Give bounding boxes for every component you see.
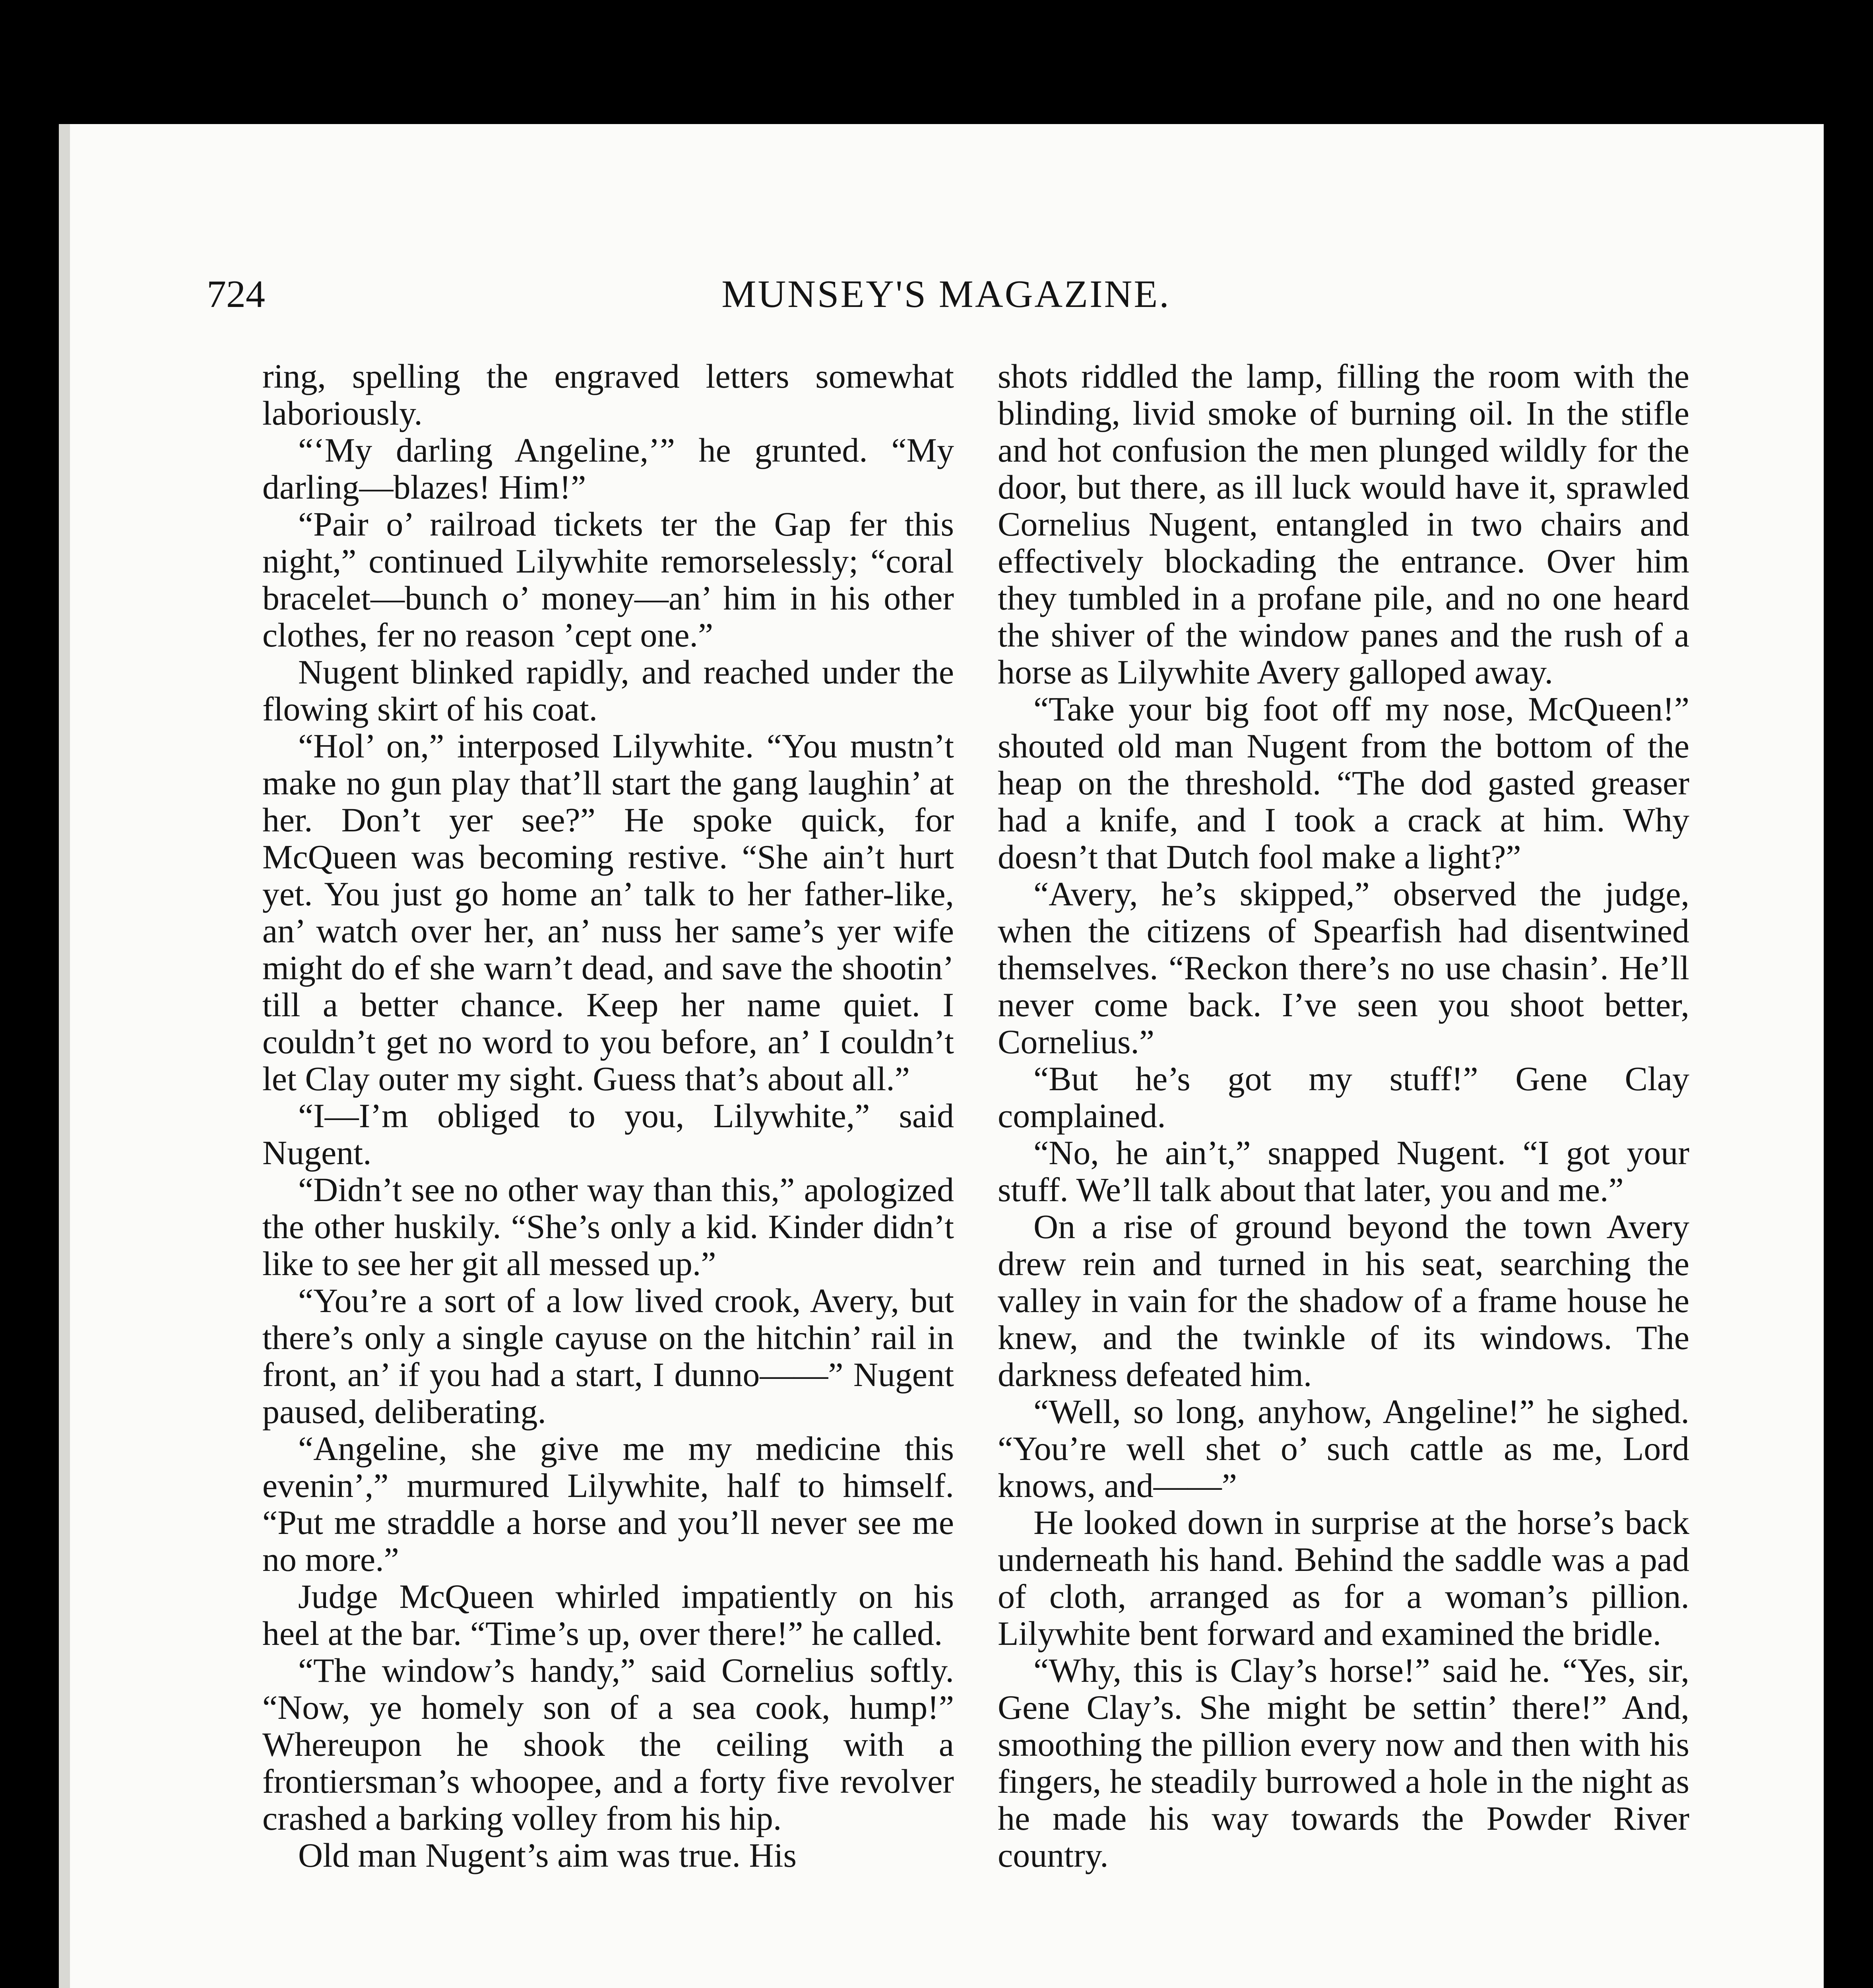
paragraph: He looked down in surprise at the horse’s back underneath his hand. Behind the saddle was a pad of cloth, arranged as for a woman’s pillion. Lilywhite bent forward and examined the bridle. — [998, 1503, 1689, 1652]
paragraph: “Hol’ on,” interposed Lilywhite. “You mustn’t make no gun play that’ll start the gang laughin’ at her. Don’t yer see?” He spoke quick, for McQueen was becoming restive. “She ain’t hurt yet. You just go home an’ talk to her father-like, an’ watch over her, an’ nuss her same’s yer wife might do ef she warn’t dead, and save the shootin’ till a better chance. Keep her name quiet. I couldn’t get no word to you before, an’ I couldn’t let Clay outer my sight. Guess that’s about all.” — [262, 727, 954, 1098]
page-number: 724 — [207, 273, 265, 316]
paragraph: “Angeline, she give me my medicine this evenin’,” murmured Lilywhite, half to himself. “Put me straddle a horse and you’ll never see me no more.” — [262, 1429, 954, 1578]
paragraph: “Why, this is Clay’s horse!” said he. “Yes, sir, Gene Clay’s. She might be settin’ there!” And, smoothing the pillion every now and then with his fingers, he steadily burrowed a hole in the night as he made his way towards the Powder River country. — [998, 1651, 1689, 1874]
paragraph: Old man Nugent’s aim was true. His — [298, 1836, 797, 1874]
paragraph: “Didn’t see no other way than this,” apologized the other huskily. “She’s only a kid. Kinder didn’t like to see her git all messed up.” — [262, 1171, 954, 1283]
paragraph: “The window’s handy,” said Cornelius softly. “Now, ye homely son of a sea cook, hump!” Whereupon he shook the ceiling with a frontiersman’s whoopee, and a forty five revolver crashed a barking volley from his hip. — [262, 1651, 954, 1837]
paragraph: “Take your big foot off my nose, McQueen!” shouted old man Nugent from the bottom of the heap on the threshold. “The dod gasted greaser had a knife, and I took a crack at him. Why doesn’t that Dutch fool make a light?” — [998, 690, 1689, 876]
paragraph: ring, spelling the engraved letters somewhat laboriously. — [262, 358, 954, 432]
running-head — [207, 272, 1685, 320]
paragraph: “But he’s got my stuff!” Gene Clay complained. — [998, 1060, 1689, 1135]
paragraph: Nugent blinked rapidly, and reached under the flowing skirt of his coat. — [262, 653, 954, 728]
paragraph: shots riddled the lamp, filling the room with the blinding, livid smoke of burning oil. In the stifle and hot confusion the men plunged wildly for the door, but there, as ill luck would have it, sprawled Cornelius Nugent, entangled in two chairs and effectively blockading the entrance. Over him they tumbled in a profane pile, and no one heard the shiver of the window panes and the rush of a horse as Lilywhite Avery galloped away. — [998, 358, 1689, 691]
magazine-title: MUNSEY'S MAGAZINE. — [721, 273, 1171, 316]
left-column — [262, 358, 954, 1988]
paragraph: “‘My darling Angeline,’” he grunted. “My darling—blazes! Him!” — [262, 431, 954, 506]
paragraph: “No, he ain’t,” snapped Nugent. “I got your stuff. We’ll talk about that later, you and me.” — [998, 1134, 1689, 1209]
paragraph: “I—I’m obliged to you, Lilywhite,” said Nugent. — [262, 1097, 954, 1172]
right-column — [998, 358, 1689, 1988]
paragraph: “Avery, he’s skipped,” observed the judge, when the citizens of Spearfish had disentwined themselves. “Reckon there’s no use chasin’. He’ll never come back. I’ve seen you shoot better, Cornelius.” — [998, 875, 1689, 1061]
paragraph: “Well, so long, anyhow, Angeline!” he sighed. “You’re well shet o’ such cattle as me, Lord knows, and——” — [998, 1392, 1689, 1505]
paragraph: On a rise of ground beyond the town Avery drew rein and turned in his seat, searching the valley in vain for the shadow of a frame house he knew, and the twinkle of its windows. The darkness defeated him. — [998, 1208, 1689, 1394]
paragraph: “Pair o’ railroad tickets ter the Gap fer this night,” continued Lilywhite remorselessly; “coral bracelet—bunch o’ money—an’ him in his other clothes, fer no reason ’cept one.” — [262, 505, 954, 654]
paragraph: Judge McQueen whirled impatiently on his heel at the bar. “Time’s up, over there!” he called. — [262, 1577, 954, 1652]
paragraph: “You’re a sort of a low lived crook, Avery, but there’s only a single cayuse on the hitchin’ rail in front, an’ if you had a start, I dunno——” Nugent paused, deliberating. — [262, 1281, 954, 1431]
